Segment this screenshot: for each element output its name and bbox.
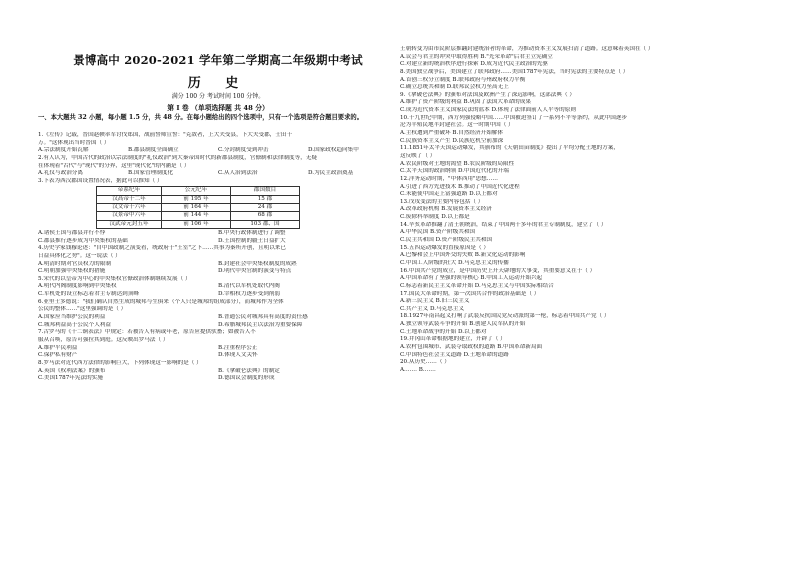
option: B.普通公民对城邦具有高度的责任感 xyxy=(218,314,308,321)
option: C.军机处的设立标志着君主专制达到顶峰 xyxy=(38,291,139,298)
question-line: 公民的整体……"这里强调的是（ ） xyxy=(38,306,127,313)
option: A.维护平民利益 xyxy=(38,344,78,351)
option: C.美国1787年宪法的实施 xyxy=(38,375,103,382)
option: A.诸侯王国与郡县并行不悖 xyxy=(38,229,106,236)
table-cell: 68 郡 xyxy=(231,212,300,220)
question-line: C.中国工人阶级的壮大 D.马克思主义的传播 xyxy=(400,259,509,266)
option: A.礼仪与政治分离 xyxy=(38,170,83,177)
right-column xyxy=(400,46,772,556)
question-line: A.农村包围城市、武装夺取政权的道路 B.中国革命新局面 xyxy=(400,343,543,350)
option: A.明清时期对官员权力的限制 xyxy=(38,260,111,267)
question-line: 9.《拿破仑法典》的颁布对法国及欧洲产生了深远影响，这部法典（ ） xyxy=(400,91,575,98)
table-cell: 103 郡、国 xyxy=(231,220,300,228)
question-line: C.对建立新的统治秩序进行探索 D.成为近代民主政治的先驱 xyxy=(400,61,548,68)
option: D.王国控制的疆土日益扩大 xyxy=(218,237,286,244)
table-header-row xyxy=(97,187,300,195)
option-row xyxy=(38,283,398,291)
question-line: 20.从历史……（ ） xyxy=(400,359,450,366)
question-line: 10.十九世纪中期，西方列强侵略中国……中国被迫签订了一系列不平等条约，从此中国逐步 xyxy=(400,114,628,121)
question-line: 16.中国共产党的成立，是中国历史上开天辟地的大事变，其重要意义在于（ ） xyxy=(400,267,596,274)
option: C.从人治到法治 xyxy=(218,170,258,177)
table-cell: 15 郡 xyxy=(231,195,300,203)
county-table xyxy=(96,186,300,228)
question-line: C.成为近代资本主义国家民法的蓝本 D.体现了法律面前人人平等的原则 xyxy=(400,107,576,114)
table-row xyxy=(97,204,300,212)
option-row xyxy=(38,147,398,155)
table-cell: 前 164 年 xyxy=(162,204,231,212)
question-line: 这反映了（ ） xyxy=(400,152,436,159)
table-cell: 汉景帝中六年 xyxy=(97,212,162,220)
question-line: 服从召唤，原告可强拉其到庭。这反映出罗马法（ ） xyxy=(38,336,169,343)
question-line: 8.罗马法对近代西方法律的影响巨大，下列体现这一影响的是（ ） xyxy=(38,359,202,366)
option-row xyxy=(38,352,398,360)
question-line: C.废除科举制度 D.以上都是 xyxy=(400,214,470,221)
option-row xyxy=(38,368,398,376)
question-line: 在体现着"古代"与"现代"的分界，这里"现代化"的内涵是（ ） xyxy=(38,162,190,169)
question-line: C.太平天国的政治纲领 D.中国近代化的开端 xyxy=(400,168,509,175)
option: D.国家政权趋向集中 xyxy=(308,147,359,154)
question-line: 12.洋务运动时期，"中体西用"思想…… xyxy=(400,175,498,182)
question-line: A.议会与君主的冲突中取得胜利 B."光荣革命"后君主立宪确立 xyxy=(400,53,553,60)
question-line: A.维护了资产阶级的利益 B.巩固了法国大革命的成果 xyxy=(400,99,531,106)
option: A.英国《权利法案》的颁布 xyxy=(38,367,106,374)
option: C.保护私有财产 xyxy=(38,352,78,359)
table-cell: 前 195 年 xyxy=(162,195,231,203)
option-row xyxy=(38,230,398,238)
question-line: 15.五四运动爆发的直接原因是（ ） xyxy=(400,244,489,251)
question-line: A.独立领导武装斗争的开始 B.创建人民军队的开始 xyxy=(400,321,526,328)
option: D.德国议会制度的形成 xyxy=(218,375,275,382)
option: A.国家应当维护公民的利益 xyxy=(38,314,106,321)
question-line: 17.国民大革命时期，第一次国共合作的政治基础是（ ） xyxy=(400,290,540,297)
option: D.体现人文关怀 xyxy=(218,352,258,359)
question-line: A.…… B.…… xyxy=(400,366,436,373)
exam-volume-heading: 第 I 卷 （单项选择题 共 48 分） xyxy=(167,104,269,112)
option: A.明代内阁制度影响到中央集权 xyxy=(38,283,117,290)
option: B.注重程序公正 xyxy=(218,344,258,351)
question-line: 万。"这体现出当时晋国（ ） xyxy=(38,139,110,146)
question-line: 14.辛亥革命推翻了清王朝统治，结束了中国两千多年的君主专制制度，建立了（ ） xyxy=(400,221,607,228)
table-row xyxy=(97,212,300,220)
question-line: A.巴黎和会上中国外交的失败 B.新文化运动的影响 xyxy=(400,252,526,259)
question-line: 8.美国独立战争后，美国建立了联邦政府……美国1787年宪法，当时宪法的主要特点是（ ） xyxy=(400,68,629,75)
question-line: C.土地革命战争的开始 D.以上都对 xyxy=(400,328,487,335)
option: C.郡县推行逐步成为中央集权的基础 xyxy=(38,237,128,244)
option-row xyxy=(38,268,398,276)
option-row xyxy=(38,322,398,330)
table-cell: 前 144 年 xyxy=(162,212,231,220)
question-line: A.改革政府机构 B.发展资本主义经济 xyxy=(400,206,492,213)
table-row xyxy=(97,195,300,203)
question-line: 4.历史学家钱穆论述："自中国政制之演变看，统政府于"王室"之下……其事为秦所开创，且明以来已 xyxy=(38,245,286,252)
option-row xyxy=(38,261,398,269)
table-row xyxy=(97,220,300,228)
option: D.明代中央官制的演变与特点 xyxy=(218,268,292,275)
question-line: 13.戊戌变法的主要内容包括（ ） xyxy=(400,198,484,205)
question-line: A.主权遭到严重破坏 B.自然经济开始解体 xyxy=(400,130,503,137)
option-row xyxy=(38,238,398,246)
table-cell: 汉文帝十六年 xyxy=(97,204,162,212)
question-line: C.中国特色社会主义道路 D.土地革命的道路 xyxy=(400,351,509,358)
question-line: A.引进了西方先进技术 B.推动了中国近代化进程 xyxy=(400,183,520,190)
table-cell: 汉高帝十二年 xyxy=(97,195,162,203)
question-line: 日益具体化之势"。这一说法（ ） xyxy=(38,252,121,259)
exam-instructions: 一、本大题共 32 小题，每小题 1.5 分，共 48 分。在每小题给出的四个选项中，只有一个选项是符合题目要求的。 xyxy=(38,114,363,121)
option-row xyxy=(38,345,398,353)
question-line: 2.有人认为，中国古代的政治以宗法制度的"礼仪政治"到大秦帝国时代的新郡县制度，官僚制和法律制度等，无疑 xyxy=(38,154,317,161)
question-line: 3.下表为西汉郡国设置情况表，据此可以推知（ ） xyxy=(38,177,163,184)
table-cell: 24 郡 xyxy=(231,204,300,212)
question-line: 沦为半殖民地半封建社会。这一时期中国（ ） xyxy=(400,122,514,129)
option: D.宰相权力逐步受到削弱 xyxy=(218,291,281,298)
option: D.为民主政治奠基 xyxy=(308,170,354,177)
question-line: A.中国革命有了坚强的领导核心 B.中国工人运动开始兴起 xyxy=(400,275,543,282)
table-header: 帝系纪年 xyxy=(97,187,162,195)
table-header: 公元纪年 xyxy=(162,187,231,195)
option: C.城邦利益高于公民个人利益 xyxy=(38,321,111,328)
question-line: C.确立总统共和制 D.联邦议会权力至高无上 xyxy=(400,84,509,91)
table-cell: 前 106 年 xyxy=(162,220,231,228)
question-line: A.中华民国 B.资产阶级共和国 xyxy=(400,229,476,236)
question-line: 7.古罗马的《十二铜表法》中规定：若被告人有病或年老，原告应提供驮畜；如被告人不 xyxy=(38,329,256,336)
option: B.《拿破仑法典》的制定 xyxy=(218,367,280,374)
table-header: 郡国数目 xyxy=(231,187,300,195)
question-line: C.共产主义 D.马克思主义 xyxy=(400,305,465,312)
question-line: C.标志着新民主主义革命开始 D.马克思主义与中国实际相结合 xyxy=(400,282,554,289)
question-line: 19.井冈山革命根据地的建立，开辟了（ ） xyxy=(400,336,506,343)
option-row xyxy=(38,291,398,299)
option: C.分封制度受到冲击 xyxy=(218,147,269,154)
question-line: C.民族资本主义产生 D.民族危机空前加深 xyxy=(400,137,504,144)
question-line: 11.1851年太平天国运动爆发，其颁布的《天朝田亩制度》提出了平均分配土地的方案， xyxy=(400,145,619,152)
question-line: 18.1927年南昌起义打响了武装反抗国民党反动派的第一枪，标志着中国共产党（ ） xyxy=(400,313,610,320)
option-row xyxy=(38,170,398,178)
left-column xyxy=(38,132,398,383)
question-line: A.农民阶级对土地的渴望 B.农民阶级的局限性 xyxy=(400,160,515,167)
exam-meta: 满分 100 分 考试时间 100 分钟。 xyxy=(171,93,265,100)
option: C.明朝加强中央集权的措施 xyxy=(38,268,106,275)
option: B.国家管理制度化 xyxy=(128,170,174,177)
question-line: C.民主共和国 D.资产阶级民主共和国 xyxy=(400,237,493,244)
option: B.中央行政体制进行了调整 xyxy=(218,229,286,236)
question-line: 5.宋代的以皇帝为中心的中央集权官僚政治体制继续发展（ ） xyxy=(38,275,191,282)
question-line: C.未能使中国走上富强道路 D.以上都对 xyxy=(400,191,498,198)
exam-subject: 历 史 xyxy=(187,76,249,91)
question-line: 1.《左传》记载，晋国赵鞅率军讨伐郑国，战前誓师宣誓："克敌者，上大夫受县，下大夫受郡，士田十 xyxy=(38,132,293,138)
question-line: 6.亚里士多德说："我们确认自然生成的城邦与生俱来（个人只是城邦的组成部分），而城邦作为全体 xyxy=(38,298,284,305)
table-cell: 汉武帝元封五年 xyxy=(97,220,162,228)
exam-title: 景博高中 2020-2021 学年第二学期高二年级期中考试 xyxy=(73,53,363,67)
option: B.清代以军机处取代内阁 xyxy=(218,283,280,290)
option: A.宗法制度开始瓦解 xyxy=(38,147,89,154)
question-line: 王朝转变为由市民阶层推翻封建统治者的革命，为推动资本主义发展扫清了道路。这意味着英国在（ ） xyxy=(400,46,654,52)
option-row xyxy=(38,375,398,383)
question-line: A.新三民主义 B.旧三民主义 xyxy=(400,298,470,305)
option-row xyxy=(38,314,398,322)
option: B.封建社会中央集权制度的成熟 xyxy=(218,260,297,267)
question-line: A.首创三权分立制度 B.联邦政府与州政府权力平衡 xyxy=(400,76,526,83)
option: B.郡县制度全面确立 xyxy=(128,147,179,154)
option: D.希腊城邦民主以法治为重要保障 xyxy=(218,321,303,328)
